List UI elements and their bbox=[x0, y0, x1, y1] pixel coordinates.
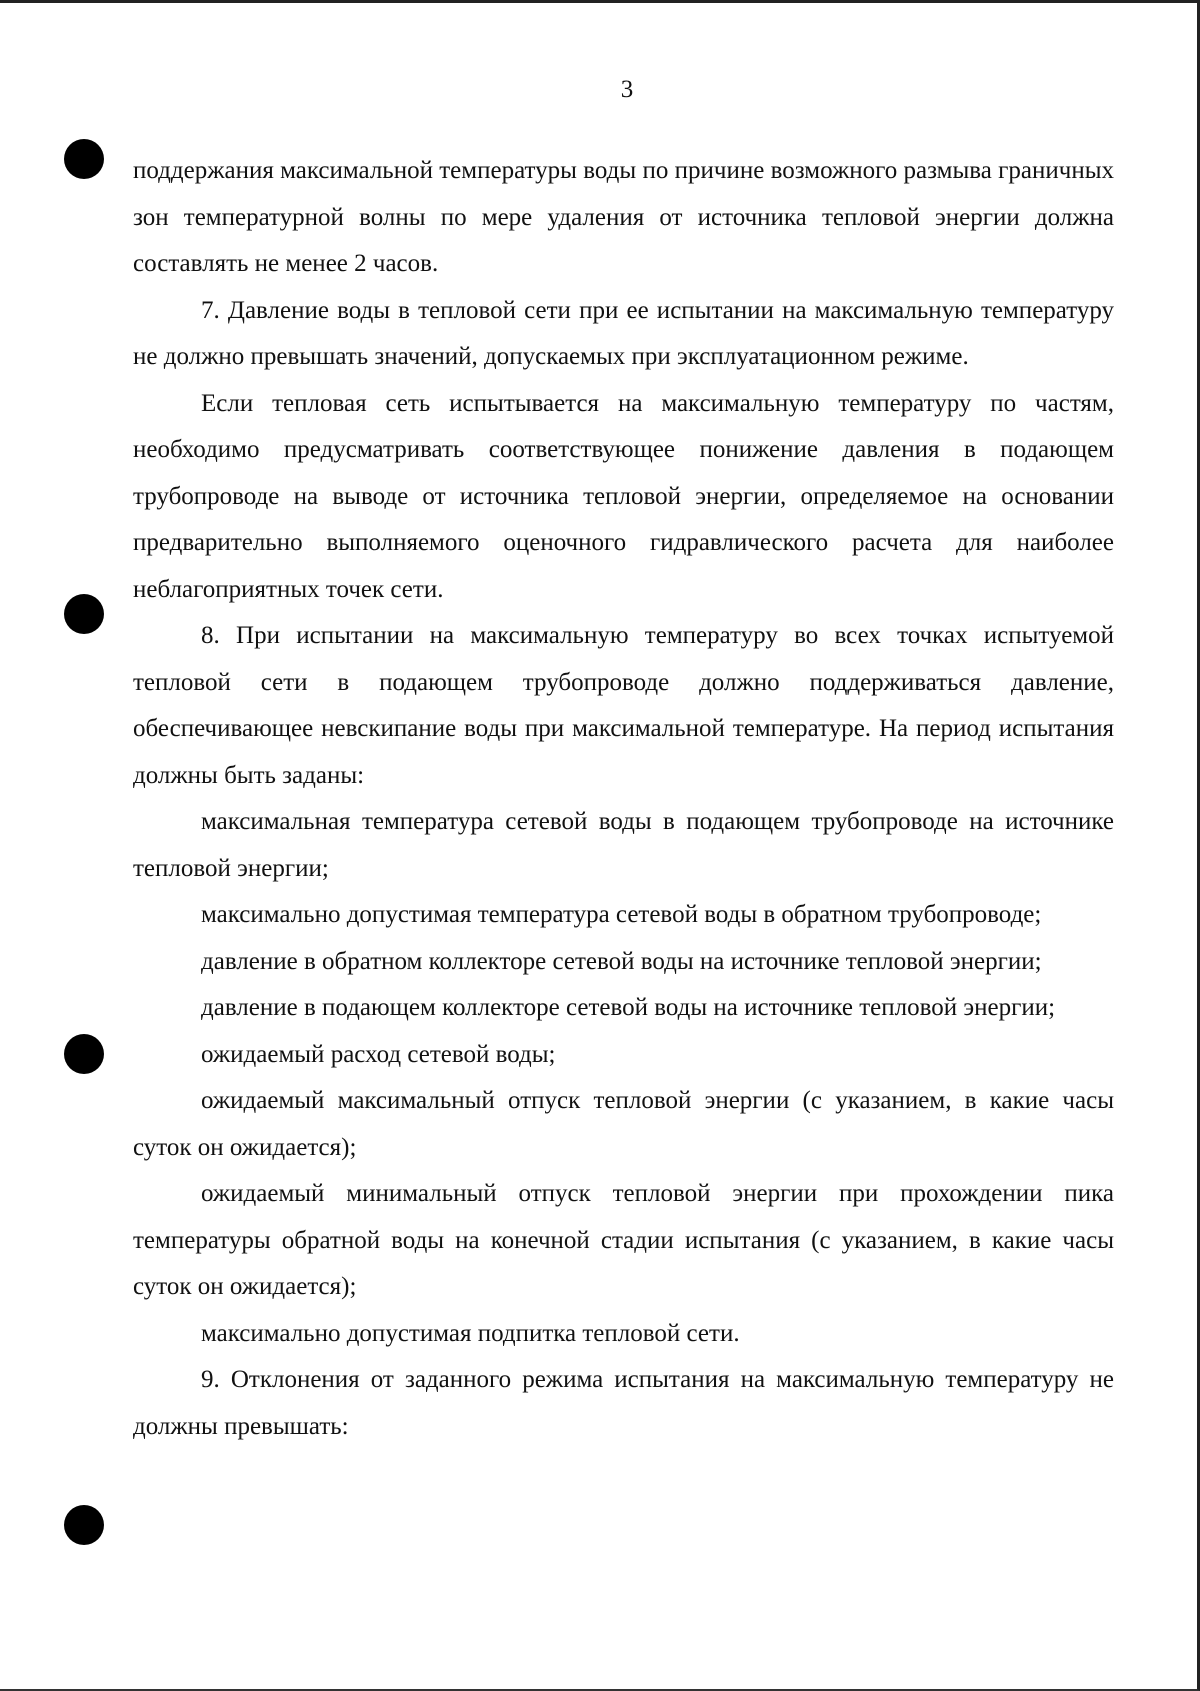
page-number: 3 bbox=[620, 76, 634, 103]
punch-hole-mark bbox=[64, 139, 104, 179]
list-item: максимально допустимая температура сетевой воды в обратном трубопроводе; bbox=[201, 901, 1042, 928]
list-item: ожидаемый минимальный отпуск тепловой энергии при прохождении пика температуры обратной воды на конечной стадии испытания (с указанием, в какие часы суток он ожидается); bbox=[133, 1180, 1114, 1300]
paragraph-item-9: 9. Отклонения от заданного режима испытания на максимальную температуру не должны превышать: bbox=[133, 1366, 1114, 1440]
document-body bbox=[133, 148, 1114, 1450]
punch-hole-mark bbox=[64, 1034, 104, 1074]
list-item: максимальная температура сетевой воды в подающем трубопроводе на источнике тепловой энергии; bbox=[133, 808, 1114, 882]
list-item: давление в подающем коллекторе сетевой воды на источнике тепловой энергии; bbox=[201, 994, 1056, 1021]
list-item: ожидаемый максимальный отпуск тепловой энергии (с указанием, в какие часы суток он ожидается); bbox=[133, 1087, 1114, 1161]
list-item: максимально допустимая подпитка тепловой сети. bbox=[201, 1319, 740, 1347]
paragraph-continuation: поддержания максимальной температуры воды по причине возможного размыва граничных зон температурной волны по мере удаления от источника тепловой энергии должна составлять не менее 2 часов. bbox=[133, 157, 1114, 277]
list-item: ожидаемый расход сетевой воды; bbox=[201, 1040, 556, 1068]
paragraph-pressure-reduction: Если тепловая сеть испытывается на максимальную температуру по частям, необходимо предусматривать соответствующее понижение давления в подающем трубопроводе на выводе от источника тепловой энергии, определяемое на основании предварительно выполняемого оценочного гидравлического расчета для наиболее неблагоприятных точек сети. bbox=[133, 389, 1114, 603]
punch-hole-mark bbox=[64, 1505, 104, 1545]
punch-hole-mark bbox=[64, 594, 104, 634]
paragraph-item-7: 7. Давление воды в тепловой сети при ее испытании на максимальную температуру не должно превышать значений, допускаемых при эксплуатационном режиме. bbox=[133, 296, 1114, 370]
list-item: давление в обратном коллекторе сетевой воды на источнике тепловой энергии; bbox=[201, 947, 1042, 975]
paragraph-item-8: 8. При испытании на максимальную температуру во всех точках испытуемой тепловой сети в подающем трубопроводе должно поддерживаться давление, обеспечивающее невскипание воды при максимальной температуре. На период испытания должны быть заданы: bbox=[133, 622, 1114, 789]
